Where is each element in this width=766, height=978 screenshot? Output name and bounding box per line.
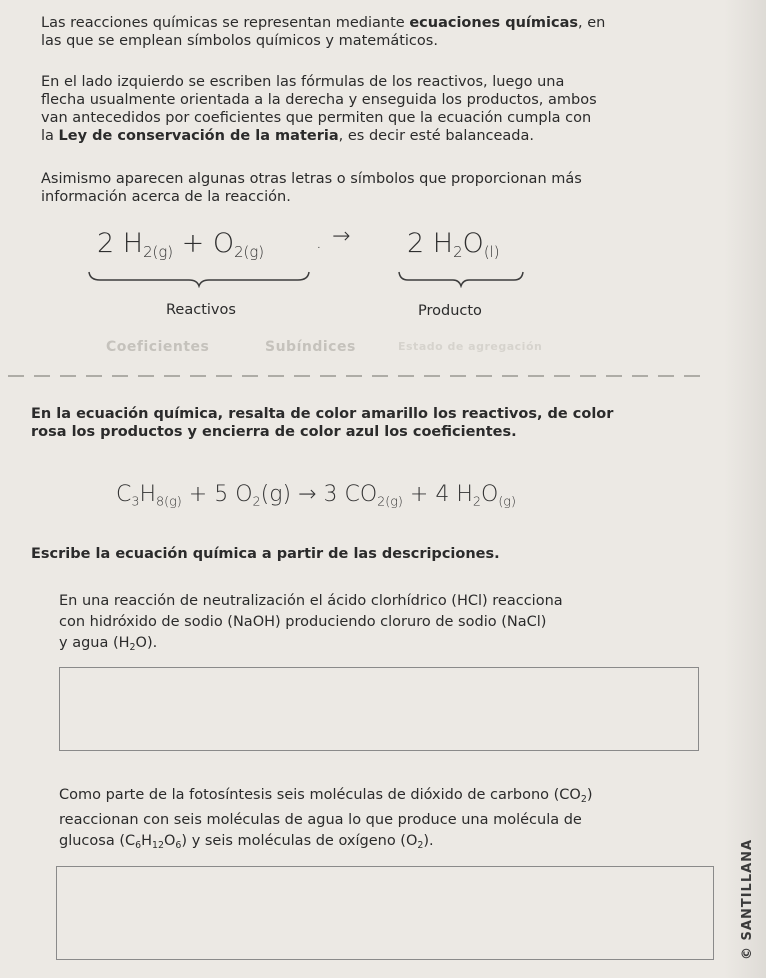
example-reactants: 2 $H_{2(g)} + O_{2(g)}$ <box>97 228 265 262</box>
dashed-separator <box>8 372 708 380</box>
description-1: En una reacción de neutralización el ácido clorhídrico (HCl) reacciona con hidróxido de sodio (NaOH) produciendo cloruro de sodio (NaCl) y agua (H2O). <box>59 593 563 653</box>
example-dot: . <box>316 232 322 253</box>
example-arrow: → <box>332 224 351 249</box>
exercise1-instruction: En la ecuación química, resalta de color amarillo los reactivos, de color rosa los productos y encierra de color azul los coeficientes. <box>31 406 614 440</box>
intro-paragraph-3: Asimismo aparecen algunas otras letras o símbolos que proporcionan más información acerca de la reacción. <box>41 171 582 205</box>
faint-subindices-label: Subíndices <box>265 339 356 355</box>
answer-box-1[interactable] <box>59 667 699 751</box>
answer-box-2[interactable] <box>56 866 714 960</box>
product-label: Producto <box>418 303 482 319</box>
propane-equation: $C_3H_{8(g)} + 5$ $O_2(g) \to 3$ $CO_{2(g)} + 4$ $H_2O_{(g)}$ <box>116 482 516 510</box>
intro-paragraph-2: En el lado izquierdo se escriben las fórmulas de los reactivos, luego una flecha usualmente orientada a la derecha y enseguida los productos, ambos van antecedidos por coeficientes que permiten que la ecuación cumpla con la Ley de conservación de la materia, es decir esté balanceada. <box>41 74 597 144</box>
product-brace <box>396 268 526 288</box>
description-2: Como parte de la fotosíntesis seis moléculas de dióxido de carbono (CO2) reaccionan con seis moléculas de agua lo que produce una molécula de glucosa (C6H12O6) y seis moléculas de oxígeno (O2). <box>59 787 593 851</box>
example-product: 2 $H_2O_{(l)}$ <box>407 228 500 262</box>
reactants-brace <box>86 268 312 288</box>
faint-state-label: Estado de agregación <box>398 340 543 353</box>
reactants-label: Reactivos <box>166 302 236 318</box>
faint-coefficients-label: Coeficientes <box>106 339 210 355</box>
intro-paragraph-1: Las reacciones químicas se representan mediante ecuaciones químicas, en las que se emplean símbolos químicos y matemáticos. <box>41 15 606 49</box>
exercise2-title: Escribe la ecuación química a partir de las descripciones. <box>31 546 500 562</box>
santillana-watermark: © SANTILLANA <box>740 838 755 960</box>
